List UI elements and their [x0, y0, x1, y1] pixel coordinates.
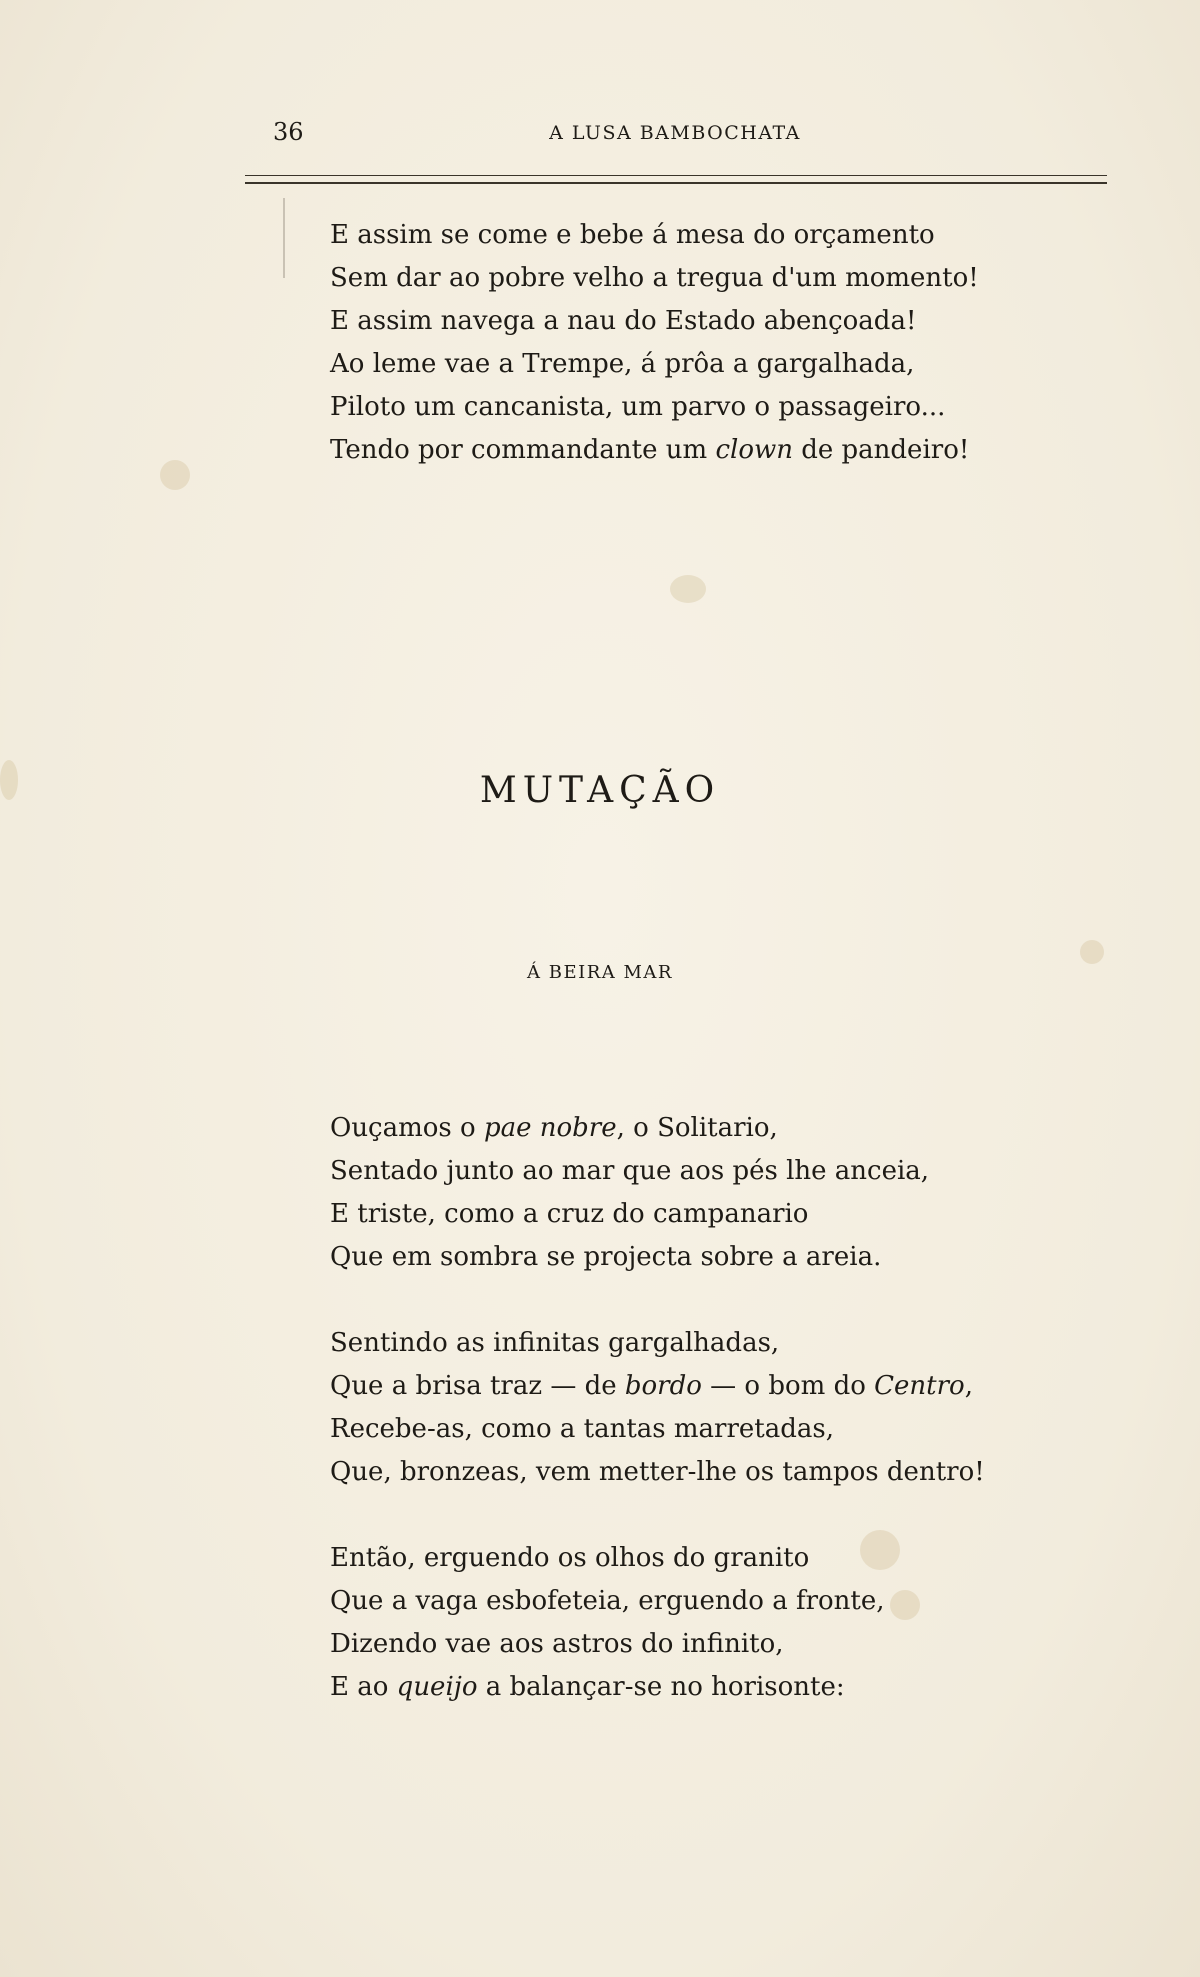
- poem-line: Ao leme vae a Trempe, á prôa a gargalhada,: [330, 349, 915, 379]
- page-number: 36: [273, 118, 304, 146]
- poem-line: Que a brisa traz — de bordo — o bom do Centro,: [330, 1371, 973, 1401]
- poem-line: Que, bronzeas, vem metter-lhe os tampos dentro!: [330, 1457, 985, 1487]
- stanza-previous-poem-ending: [330, 214, 979, 472]
- poem-line: E ao queijo a balançar-se no horisonte:: [330, 1672, 845, 1702]
- poem-subtitle: Á BEIRA MAR: [527, 962, 673, 983]
- poem-line: Então, erguendo os olhos do granito: [330, 1543, 810, 1573]
- poem-line: Sentado junto ao mar que aos pés lhe anceia,: [330, 1156, 930, 1186]
- poem-line: E assim se come e bebe á mesa do orçamento: [330, 220, 935, 250]
- poem-line: Tendo por commandante um clown de pandeiro!: [330, 435, 970, 465]
- poem-line: Recebe-as, como a tantas marretadas,: [330, 1414, 835, 1444]
- poem-line: Sem dar ao pobre velho a tregua d'um momento!: [330, 263, 979, 293]
- running-header: [245, 118, 1105, 150]
- header-rule-thick: [245, 182, 1107, 184]
- poem-line: Que em sombra se projecta sobre a areia.: [330, 1242, 882, 1272]
- stanza-2: [330, 1322, 985, 1494]
- poem-line: Ouçamos o pae nobre, o Solitario,: [330, 1113, 778, 1143]
- poem-line: E triste, como a cruz do campanario: [330, 1199, 809, 1229]
- poem-line: Sentindo as infinitas gargalhadas,: [330, 1328, 780, 1358]
- running-title: A LUSA BAMBOCHATA: [549, 122, 801, 144]
- poem-line: Que a vaga esbofeteia, erguendo a fronte,: [330, 1586, 885, 1616]
- poem-line: Dizendo vae aos astros do infinito,: [330, 1629, 784, 1659]
- margin-pencil-mark: [283, 198, 289, 278]
- poem-line: E assim navega a nau do Estado abençoada!: [330, 306, 917, 336]
- poem-line: Piloto um cancanista, um parvo o passageiro...: [330, 392, 946, 422]
- stanza-3: [330, 1537, 885, 1709]
- header-rule-thin: [245, 175, 1107, 176]
- stanza-1: [330, 1107, 929, 1279]
- poem-title: MUTAÇÃO: [479, 770, 721, 811]
